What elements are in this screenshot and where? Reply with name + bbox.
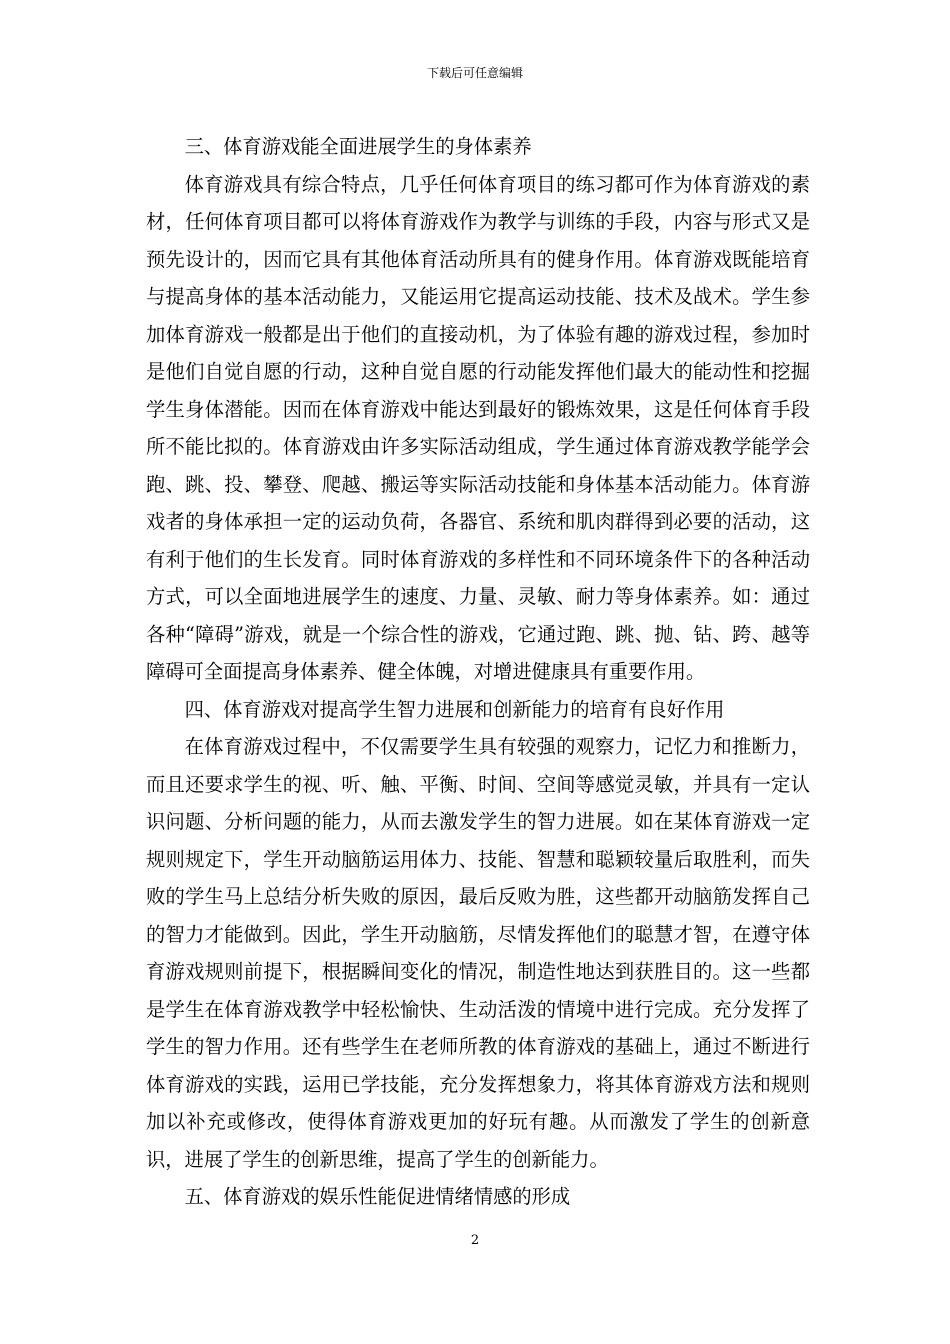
page-number: 2 [470,1233,480,1248]
page-header: 下载后可任意编辑 [426,66,523,80]
section-heading-4: 四、体育游戏对提高学生智力进展和创新能力的培育有良好作用 [184,697,725,721]
section-heading-3: 三、体育游戏能全面进展学生的身体素养 [184,135,532,158]
body-paragraph: 在体育游戏过程中，不仅需要学生具有较强的观察力，记忆力和推断力，而且还要求学生的视、听、触、平衡、时间、空间等感觉灵敏，并具有一定认识问题、分析问题的能力，从而去激发学生的智力进展。如在某体育游戏一定规则规定下，学生开动脑筋运用体力、技能、智慧和聪颖较量后取胜利，而失败的学生马上总结分析失败的原因，最后反败为胜，这些都开动脑筋发挥自己的智力才能做到。因此，学生开动脑筋，尽情发挥他们的聪慧才智，在遵守体育游戏规则前提下，根据瞬间变化的情况，制造性地达到获胜目的。这一些都是学生在体育游戏教学中轻松愉快、生动活泼的情境中进行完成。充分发挥了学生的智力作用。还有些学生在老师所教的体育游戏的基础上，通过不断进行体育游戏的实践，运用已学技能，充分发挥想象力，将其体育游戏方法和规则加以补充或修改，使得体育游戏更加的好玩有趣。从而激发了学生的创新意识，进展了学生的创新思维，提高了学生的创新能力。 [146,735,810,1171]
body-paragraph: 体育游戏具有综合特点，几乎任何体育项目的练习都可作为体育游戏的素材，任何体育项目都可以将体育游戏作为教学与训练的手段，内容与形式又是预先设计的，因而它具有其他体育活动所具有的健身作用。体育游戏既能培育与提高身体的基本活动能力，又能运用它提高运动技能、技术及战术。学生参加体育游戏一般都是出于他们的直接动机，为了体验有趣的游戏过程，参加时是他们自觉自愿的行动，这种自觉自愿的行动能发挥他们最大的能动性和挖掘学生身体潜能。因而在体育游戏中能达到最好的锻炼效果，这是任何体育手段所不能比拟的。体育游戏由许多实际活动组成，学生通过体育游戏教学能学会跑、跳、投、攀登、爬越、搬运等实际活动技能和身体基本活动能力。体育游戏者的身体承担一定的运动负荷，各器官、系统和肌肉群得到必要的活动，这有利于他们的生长发育。同时体育游戏的多样性和不同环境条件下的各种活动方式，可以全面地进展学生的速度、力量、灵敏、耐力等身体素养。如：通过各种“障碍”游戏，就是一个综合性的游戏，它通过跑、跳、抛、钻、跨、越等障碍可全面提高身体素养、健全体魄，对增进健康具有重要作用。 [146,172,810,683]
section-heading-5: 五、体育游戏的娱乐性能促进情绪情感的形成 [184,1185,571,1208]
document-body [146,128,810,1216]
